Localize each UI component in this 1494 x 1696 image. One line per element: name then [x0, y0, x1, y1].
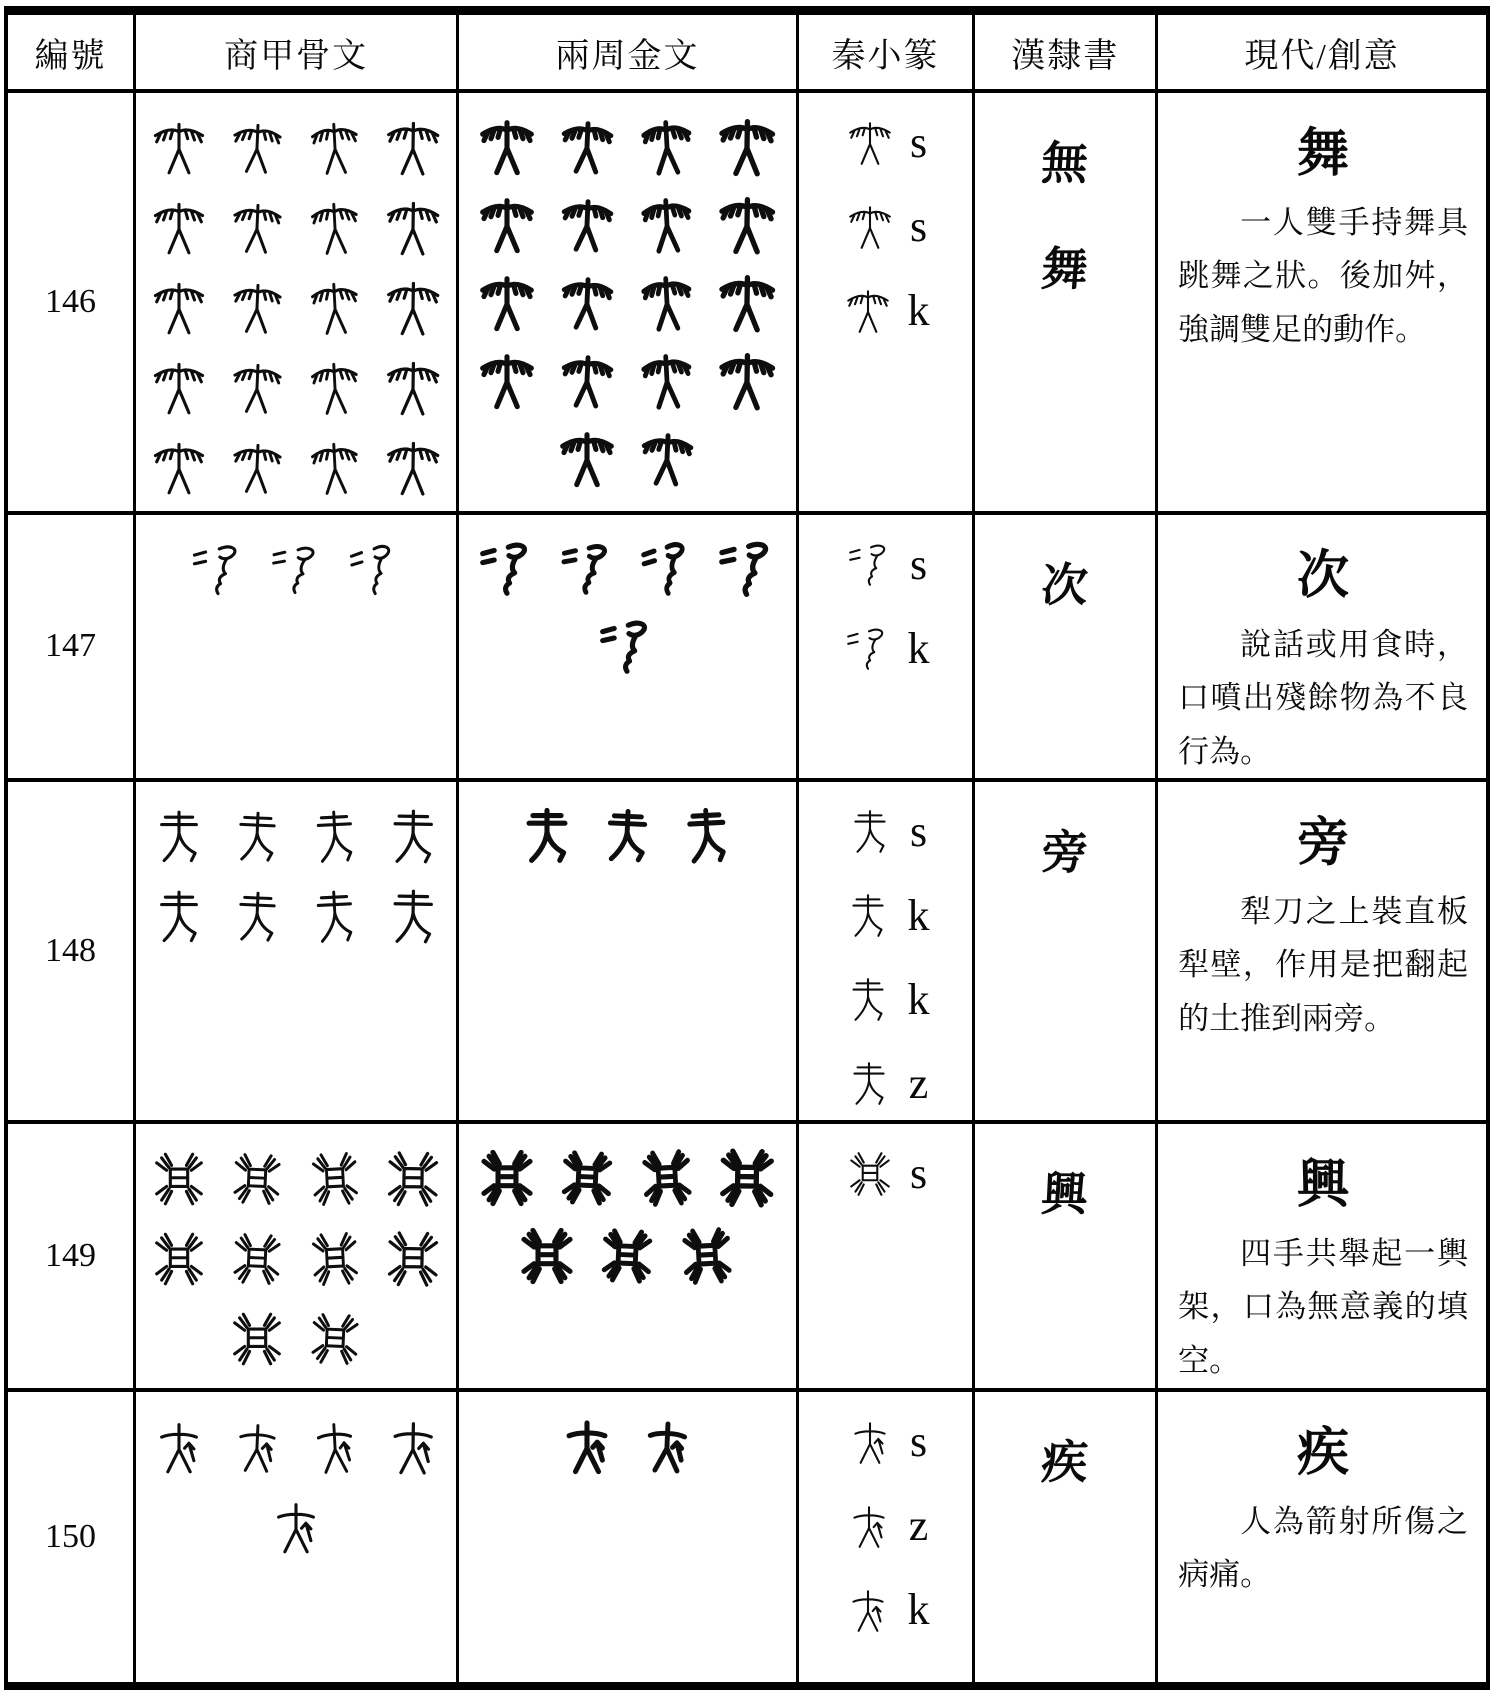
plow-board-oracle-icon [304, 798, 365, 875]
dancing-figure-bronze-icon [636, 343, 699, 418]
seal-script-cell [797, 1390, 974, 1686]
seal-glyph-icon [842, 966, 894, 1034]
seal-source-label: k [907, 890, 930, 940]
row-number-cell [6, 780, 135, 1122]
hands-lifting-frame-oracle-icon [226, 1302, 288, 1376]
dancing-figure-bronze-icon [714, 109, 782, 185]
plow-board-oracle-icon [148, 880, 210, 954]
person-hit-by-arrow-bronze-icon [635, 1410, 699, 1482]
hands-lifting-frame-bronze-icon [714, 1140, 782, 1216]
person-hit-by-arrow-oracle-icon [226, 1410, 289, 1484]
bronze-glyphs-cell [458, 513, 797, 780]
dancing-figure-bronze-icon [636, 187, 699, 262]
clerical-script-cell [974, 1122, 1157, 1390]
plow-board-oracle-icon [380, 798, 446, 876]
clerical-script-cell [974, 1390, 1157, 1686]
table-row [6, 1390, 1488, 1686]
glyph-row [459, 267, 795, 339]
row-number: 148 [45, 931, 96, 969]
dancing-figure-oracle-icon [304, 110, 365, 187]
dancing-figure-bronze-icon [555, 189, 619, 261]
plow-board-bronze-icon [595, 800, 659, 872]
hands-lifting-frame-oracle-icon [380, 1140, 446, 1218]
seal-variant [799, 277, 973, 345]
modern-character: 興 [1297, 1156, 1350, 1214]
seal-script-cell [797, 91, 974, 513]
header-modern-meaning: 現代/創意 [1157, 11, 1488, 92]
glyph-row [459, 423, 795, 495]
seal-glyph-icon [844, 109, 896, 177]
glyph-row [459, 1220, 795, 1292]
glyph-row [459, 345, 795, 417]
modern-meaning-cell [1157, 780, 1488, 1122]
kneeling-figure-spitting-bronze-icon [714, 531, 782, 607]
kneeling-figure-spitting-bronze-icon [475, 533, 539, 605]
table-header [6, 11, 1488, 92]
glyph-row [136, 111, 456, 185]
dancing-figure-oracle-icon [226, 111, 289, 185]
person-hit-by-arrow-oracle-icon [148, 1410, 210, 1484]
seal-source-label: k [907, 974, 930, 1024]
dancing-figure-bronze-icon [475, 345, 539, 417]
seal-glyph-icon [844, 1140, 896, 1208]
clerical-script-cell [974, 513, 1157, 780]
clerical-character: 舞 [1040, 244, 1090, 295]
seal-glyph-icon [844, 531, 896, 599]
dancing-figure-bronze-icon [714, 187, 782, 263]
header-oracle-script: 商甲骨文 [135, 11, 458, 92]
seal-glyph-icon [844, 193, 896, 261]
header-number: 編號 [6, 11, 135, 92]
dancing-figure-oracle-icon [226, 431, 289, 505]
row-number-cell [6, 1122, 135, 1390]
seal-source-label: s [909, 1416, 928, 1466]
seal-variant [799, 1050, 973, 1118]
hands-lifting-frame-oracle-icon [148, 1222, 210, 1296]
seal-variant [799, 798, 973, 866]
seal-glyph-icon [842, 1576, 894, 1644]
seal-variant [799, 193, 973, 261]
dancing-figure-bronze-icon [475, 189, 539, 261]
seal-glyph-icon [842, 615, 894, 683]
header-seal-script: 秦小篆 [797, 11, 974, 92]
seal-source-label: s [909, 118, 928, 167]
seal-source-label: z [908, 1058, 929, 1108]
dancing-figure-oracle-icon [304, 430, 365, 507]
dancing-figure-oracle-icon [304, 350, 365, 427]
glyph-row [459, 1410, 795, 1482]
seal-source-label: s [909, 202, 928, 251]
clerical-character: 次 [1040, 560, 1090, 611]
hands-lifting-frame-oracle-icon [304, 1220, 365, 1297]
dancing-figure-oracle-icon [226, 351, 289, 425]
row-number-cell [6, 1390, 135, 1686]
glyph-row [459, 611, 795, 683]
bronze-glyph-grid [459, 93, 795, 495]
dancing-figure-bronze-icon [555, 111, 619, 183]
row-number-cell [6, 513, 135, 780]
clerical-character: 疾 [1040, 1436, 1090, 1488]
table-row [6, 91, 1488, 513]
bronze-glyph-grid [459, 515, 795, 683]
glyph-row [136, 191, 456, 265]
seal-glyph-icon [843, 1050, 895, 1118]
bronze-glyphs-cell [458, 91, 797, 513]
seal-source-label: k [907, 624, 930, 673]
seal-glyph-icon [842, 882, 894, 950]
glyph-row [459, 111, 795, 183]
row-number-cell [6, 91, 135, 513]
oracle-glyphs-cell [135, 1122, 458, 1390]
seal-variant [799, 531, 973, 599]
oracle-glyph-grid [136, 1124, 456, 1376]
hands-lifting-frame-bronze-icon [515, 1220, 579, 1292]
glyph-row [136, 351, 456, 425]
plow-board-bronze-icon [515, 800, 579, 872]
glyph-row [136, 1410, 456, 1484]
seal-glyph-icon [843, 1492, 895, 1560]
modern-character: 疾 [1297, 1424, 1350, 1482]
seal-variant [799, 109, 973, 177]
glyph-row [459, 1142, 795, 1214]
plow-board-oracle-icon [148, 800, 210, 874]
seal-variant [799, 615, 973, 683]
plow-board-oracle-icon [380, 878, 446, 956]
glyph-row [459, 800, 795, 872]
hands-lifting-frame-bronze-icon [636, 1140, 699, 1215]
dancing-figure-oracle-icon [380, 429, 446, 507]
seal-variant [799, 1140, 973, 1208]
hands-lifting-frame-bronze-icon [475, 1142, 539, 1214]
oracle-glyphs-cell [135, 91, 458, 513]
bronze-glyphs-cell [458, 780, 797, 1122]
dancing-figure-oracle-icon [380, 109, 446, 187]
row-number: 146 [45, 283, 96, 320]
glyph-row [136, 1222, 456, 1296]
kneeling-figure-spitting-oracle-icon [187, 533, 249, 607]
clerical-character: 興 [1040, 1168, 1090, 1220]
plow-board-bronze-icon [676, 798, 739, 873]
dancing-figure-oracle-icon [380, 269, 446, 347]
table-row [6, 513, 1488, 780]
header-bronze-script: 兩周金文 [458, 11, 797, 92]
glyph-row [136, 880, 456, 954]
dancing-figure-oracle-icon [148, 351, 210, 425]
hands-lifting-frame-oracle-icon [304, 1302, 367, 1376]
hands-lifting-frame-oracle-icon [380, 1220, 446, 1298]
dancing-figure-bronze-icon [636, 109, 699, 184]
dancing-figure-bronze-icon [555, 345, 619, 417]
hands-lifting-frame-bronze-icon [595, 1220, 659, 1292]
header-clerical-script: 漢隸書 [974, 11, 1157, 92]
seal-glyph-icon [844, 798, 896, 866]
seal-glyph-icon [844, 1408, 896, 1476]
row-number: 147 [45, 627, 96, 665]
person-hit-by-arrow-bronze-icon [555, 1410, 619, 1482]
character-description: 說話或用食時，口噴出殘餘物為不良行為。 [1178, 627, 1468, 769]
dancing-figure-bronze-icon [555, 267, 619, 339]
seal-source-label: z [908, 1500, 929, 1550]
dancing-figure-bronze-icon [636, 265, 699, 340]
glyph-row [136, 1302, 456, 1376]
hands-lifting-frame-bronze-icon [676, 1218, 739, 1293]
dancing-figure-oracle-icon [304, 190, 365, 267]
dancing-figure-oracle-icon [148, 191, 210, 265]
kneeling-figure-spitting-bronze-icon [636, 531, 699, 606]
clerical-character: 旁 [1040, 826, 1090, 878]
hands-lifting-frame-oracle-icon [304, 1140, 365, 1217]
seal-script-cell [797, 513, 974, 780]
oracle-glyph-grid [136, 93, 456, 505]
seal-variant [799, 1576, 973, 1644]
character-evolution-table [4, 6, 1490, 1690]
dancing-figure-oracle-icon [148, 271, 210, 345]
glyph-row [136, 800, 456, 874]
kneeling-figure-spitting-bronze-icon [555, 533, 619, 605]
bronze-glyph-grid [459, 1124, 795, 1292]
dancing-figure-oracle-icon [226, 271, 289, 345]
kneeling-figure-spitting-oracle-icon [265, 533, 328, 607]
character-description: 一人雙手持舞具跳舞之狀。後加舛，強調雙足的動作。 [1178, 205, 1468, 347]
glyph-row [459, 189, 795, 261]
bronze-glyphs-cell [458, 1122, 797, 1390]
bronze-glyph-grid [459, 782, 795, 872]
oracle-glyph-grid [136, 782, 456, 954]
bronze-glyph-grid [459, 1392, 795, 1482]
kneeling-figure-spitting-oracle-icon [343, 532, 404, 609]
glyph-row [136, 1142, 456, 1216]
modern-character: 次 [1297, 548, 1350, 605]
character-description: 四手共舉起一輿架，口為無意義的填空。 [1178, 1235, 1468, 1378]
bronze-glyphs-cell [458, 1390, 797, 1686]
hands-lifting-frame-oracle-icon [148, 1142, 210, 1216]
plow-board-oracle-icon [304, 878, 365, 955]
table-row [6, 1122, 1488, 1390]
table-body [6, 91, 1488, 1686]
kneeling-figure-spitting-bronze-icon [595, 611, 659, 683]
seal-variant [799, 1408, 973, 1476]
modern-meaning-cell [1157, 1390, 1488, 1686]
glyph-row [459, 533, 795, 605]
hands-lifting-frame-oracle-icon [226, 1142, 289, 1216]
seal-source-label: s [909, 1148, 928, 1198]
dancing-figure-bronze-icon [714, 265, 782, 341]
dancing-figure-oracle-icon [380, 189, 446, 267]
glyph-row [136, 271, 456, 345]
oracle-glyphs-cell [135, 1390, 458, 1686]
seal-source-label: k [907, 286, 930, 335]
seal-script-cell [797, 1122, 974, 1390]
clerical-character: 無 [1040, 138, 1090, 189]
dancing-figure-oracle-icon [304, 270, 365, 347]
plow-board-oracle-icon [226, 800, 289, 874]
row-number: 150 [45, 1517, 96, 1555]
clerical-script-cell [974, 780, 1157, 1122]
glyph-row [136, 431, 456, 505]
person-hit-by-arrow-oracle-icon [380, 1408, 446, 1486]
plow-board-oracle-icon [226, 880, 289, 954]
clerical-script-cell [974, 91, 1157, 513]
modern-character: 旁 [1297, 814, 1350, 872]
seal-variant [799, 882, 973, 950]
table-row [6, 780, 1488, 1122]
modern-meaning-cell [1157, 1122, 1488, 1390]
seal-source-label: k [907, 1584, 930, 1634]
dancing-figure-oracle-icon [148, 431, 210, 505]
oracle-glyphs-cell [135, 780, 458, 1122]
oracle-glyphs-cell [135, 513, 458, 780]
seal-glyph-icon [842, 277, 894, 345]
dancing-figure-bronze-icon [555, 423, 619, 495]
dancing-figure-bronze-icon [635, 423, 699, 495]
seal-variant [799, 1492, 973, 1560]
dancing-figure-bronze-icon [475, 111, 539, 183]
character-description: 人為箭射所傷之病痛。 [1178, 1503, 1468, 1593]
modern-meaning-cell [1157, 513, 1488, 780]
dancing-figure-oracle-icon [148, 111, 210, 185]
person-hit-by-arrow-oracle-icon [265, 1490, 327, 1564]
seal-source-label: s [909, 806, 928, 856]
glyph-row [136, 1490, 456, 1564]
oracle-glyph-grid [136, 515, 456, 607]
hands-lifting-frame-bronze-icon [555, 1142, 619, 1214]
dancing-figure-oracle-icon [380, 349, 446, 427]
glyph-row [136, 533, 456, 607]
modern-meaning-cell [1157, 91, 1488, 513]
dancing-figure-bronze-icon [475, 267, 539, 339]
dancing-figure-oracle-icon [226, 191, 289, 265]
person-hit-by-arrow-oracle-icon [304, 1408, 365, 1485]
oracle-glyph-grid [136, 1392, 456, 1564]
row-number: 149 [45, 1236, 96, 1274]
character-description: 犁刀之上裝直板犁壁，作用是把翻起的土推到兩旁。 [1178, 893, 1468, 1036]
seal-source-label: s [909, 540, 928, 589]
hands-lifting-frame-oracle-icon [226, 1222, 289, 1296]
seal-script-cell [797, 780, 974, 1122]
modern-character: 舞 [1297, 126, 1350, 183]
seal-variant [799, 966, 973, 1034]
dancing-figure-bronze-icon [714, 343, 782, 419]
